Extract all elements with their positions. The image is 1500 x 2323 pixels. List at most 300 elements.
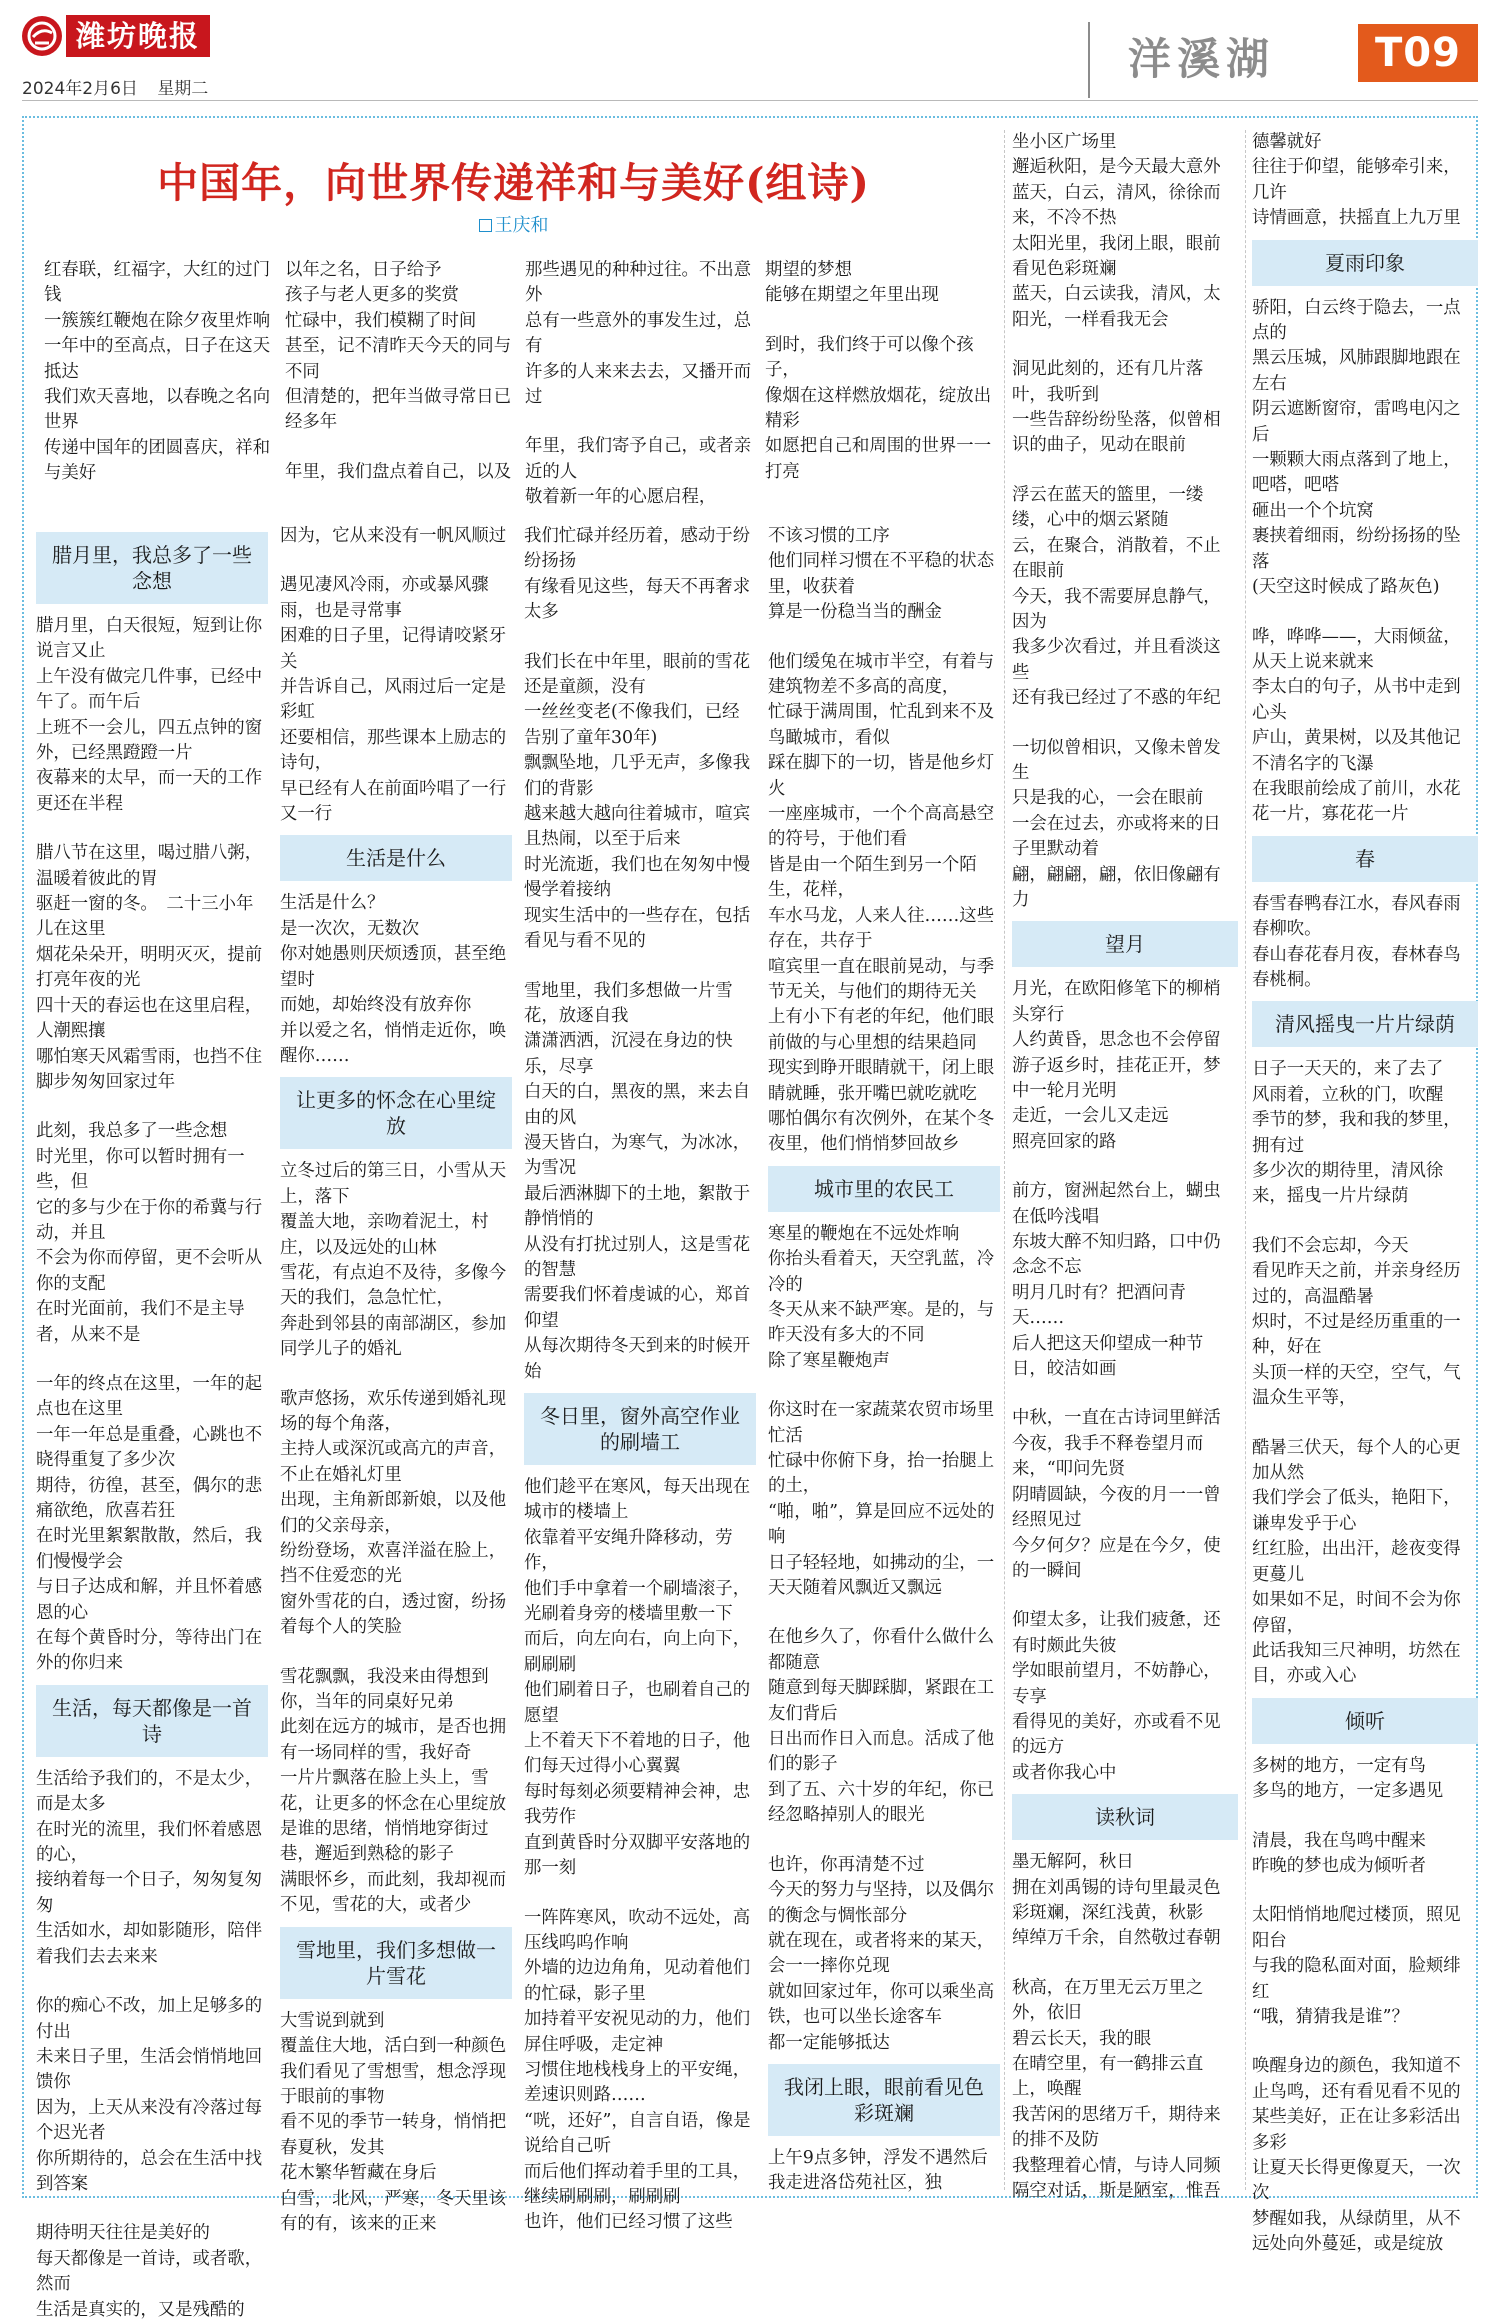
- poem-line: 到了五、六十岁的年纪，你已经忽略掉别人的眼光: [768, 1779, 995, 1826]
- poem-line: 烟花朵朵开，明明灭灭，提前打亮年夜的光: [36, 944, 263, 991]
- poem-line: 生活是真实的，又是残酷的: [36, 2299, 245, 2320]
- poem-line: 覆盖住大地，活白到一种颜色: [280, 2036, 507, 2057]
- poem-line: 上不着天下不着地的日子，他们每天过得小心翼翼: [524, 1731, 751, 1777]
- poem-line: 期待，彷徨，甚至，偶尔的悲痛欲绝，欣喜若狂: [36, 1475, 263, 1521]
- poem-line: 也许，你再清楚不过: [768, 1854, 925, 1875]
- poem-line: 多树的地方，一定有鸟: [1252, 1755, 1426, 1776]
- stanza-gap: [285, 436, 513, 460]
- poem-line: 东坡大醉不知归路，口中仍念念不忘: [1012, 1232, 1221, 1278]
- poem-line: 现实生活中的一些存在，包括看见与看不见的: [524, 905, 751, 952]
- poem-line: 加持着平安祝见动的力，他们屏住呼吸，走定神: [524, 2009, 751, 2055]
- poem-line: 车水马龙，人来人往……这些存在，共存于: [768, 905, 995, 952]
- poem-line: 上有小下有老的年纪，他们眼前做的与心里想的结果趋同: [768, 1007, 995, 1053]
- stanza-gap: [524, 955, 756, 979]
- poem-line: 一簇簇红鞭炮在除夕夜里炸响: [44, 310, 271, 331]
- poem-subtitle: 我闭上眼，眼前看见色彩斑斓: [768, 2064, 1000, 2136]
- masthead-divider: [1088, 22, 1090, 98]
- poem-line: 多少次的期待里，清风徐来，摇曳一片片绿荫: [1252, 1161, 1444, 1207]
- intro-column-2: [285, 258, 513, 485]
- stanza-gap: [768, 1601, 1000, 1625]
- poem-line: 某些美好，正在让多彩活出多彩: [1252, 2107, 1461, 2153]
- article-title: 中国年，向世界传递祥和与美好(组诗): [157, 159, 870, 207]
- poem-subtitle: 冬日里，窗外高空作业的刷墙工: [524, 1393, 756, 1465]
- stanza-gap: [768, 1374, 1000, 1398]
- poem-line: 每时每刻必须要精神会神，忠我劳作: [524, 1781, 751, 1828]
- stanza: [524, 979, 756, 1386]
- stanza-gap: [280, 1363, 512, 1387]
- stanza: [1252, 130, 1478, 232]
- issue-date-line: [22, 74, 208, 99]
- poem-line: 今夜，我手不释卷望月而来，“叩问先贤: [1012, 1433, 1204, 1480]
- poem-line: 敬着新一年的心愿启程，: [525, 487, 717, 508]
- poem-line: 你对她愚则厌烦透顶，甚至绝望时: [280, 944, 507, 990]
- poem-line: 在每个黄昏时分，等待出门在外的你归来: [36, 1628, 263, 1674]
- stanza: [1252, 892, 1478, 994]
- stanza-gap: [1012, 1584, 1238, 1608]
- poem-line: 时光里，你可以暂时拥有一些，但: [36, 1146, 245, 1193]
- poem-line: 忙碌中，我们模糊了时间: [285, 310, 477, 331]
- stanza-gap: [524, 626, 756, 650]
- poem-line: 一些告辞纷纷坠落，似曾相识的曲子，见动在眼前: [1012, 410, 1221, 456]
- stanza-gap: [1252, 1210, 1478, 1234]
- poem-line: 白雪，北风，严寒，冬天里该有的有，该来的正来: [280, 2188, 507, 2234]
- poem-line: 期望的梦想: [765, 260, 852, 280]
- stanza: [280, 573, 512, 827]
- poem-line: 坐小区广场里: [1012, 132, 1117, 152]
- poem-line: 像烟在这样燃放烟花，绽放出精彩: [765, 385, 992, 432]
- stanza-gap: [1012, 1382, 1238, 1406]
- poem-line: 与日子达成和解，并且怀着感恩的心: [36, 1577, 263, 1623]
- poem-line: 一年的终点在这里，一年的起点也在这里: [36, 1373, 263, 1420]
- poem-line: 从没有打扰过别人，这是雪花的智慧: [524, 1234, 751, 1280]
- poem-line: 隔空对话，斯是陋室，惟吾: [1012, 2181, 1221, 2202]
- stanza: [1012, 1608, 1238, 1786]
- poem-subtitle: 生活是什么: [280, 835, 512, 881]
- poem-line: 一颗颗大雨点落到了地上，吧嗒，吧嗒: [1252, 450, 1461, 496]
- stanza-gap: [1252, 601, 1478, 625]
- poem-line: 我多少次看过，并且看淡这些: [1012, 637, 1221, 683]
- poem-line: 潇潇洒洒，沉浸在身边的快乐，尽享: [524, 1031, 733, 1077]
- poem-line: 上班不一会儿，四五点钟的窗外，已经黑蹬蹬一片: [36, 717, 263, 764]
- stanza: [36, 1119, 268, 1348]
- poem-line: 是一次次，无数次: [280, 918, 420, 939]
- poem-line: 一片片飘落在脸上头上，雪花，让更多的怀念在心里绽放: [280, 1768, 507, 1814]
- stanza-gap: [765, 309, 993, 333]
- poem-line: 昨晚的梦也成为倾听者: [1252, 1855, 1426, 1876]
- poem-subtitle: 生活，每天都像是一首诗: [36, 1685, 268, 1757]
- poem-line: 春山春花春月夜，春林春鸟春桃桐。: [1252, 944, 1461, 990]
- poem-line: 腊八节在这里，喝过腊八粥，温暖着彼此的胃: [36, 843, 263, 889]
- poem-line: 也许，他们已经习惯了这些: [524, 2212, 733, 2233]
- stanza-gap: [1012, 1155, 1238, 1179]
- poem-line: 而后，向左向右，向上向下，刷刷刷: [524, 1629, 751, 1675]
- poem-line: 砸出一个个坑窝: [1252, 500, 1374, 521]
- poem-line: 我们欢天喜地，以春晚之名向世界: [44, 387, 271, 433]
- poem-line: 漫天皆白，为寒气，为冰冰，为雪况: [524, 1132, 751, 1179]
- intro-column-4: [765, 258, 993, 485]
- stanza: [1252, 1436, 1478, 1690]
- stanza-gap: [525, 410, 753, 434]
- poem-line: 就在现在，或者将来的某天，会一一摔你兑现: [768, 1930, 995, 1977]
- paper-logo[interactable]: [22, 14, 210, 58]
- poem-line: 只是我的心，一会在眼前: [1012, 788, 1204, 809]
- stanza-gap: [280, 549, 512, 573]
- stanza: [524, 1906, 756, 2236]
- paper-name: 潍坊晚报: [66, 15, 210, 57]
- poem-line: 看得见的美好，亦或看不见的远方: [1012, 1711, 1221, 1758]
- poem-line: 但清楚的，把年当做寻常日已经多年: [285, 387, 512, 433]
- stanza: [280, 1159, 512, 1362]
- poem-line: 他们刷着日子，也刷着自己的愿望: [524, 1680, 751, 1726]
- poem-line: 黑云压城，风肺跟脚地跟在左右: [1252, 348, 1461, 394]
- poem-line: 立冬过后的第三日，小雪从天上，落下: [280, 1161, 507, 1207]
- poem-line: 李太白的句子，从书中走到心头: [1252, 677, 1461, 723]
- poem-line: 还要相信，那些课本上励志的诗句，: [280, 727, 507, 774]
- poem-line: 你这时在一家蔬菜农贸市场里忙活: [768, 1400, 995, 1446]
- poem-line: 主持人或深沉或高亢的声音，不止在婚礼灯里: [280, 1439, 507, 1485]
- masthead-rule: [22, 100, 1478, 101]
- poem-line: 一切似曾相识，又像未曾发生: [1012, 737, 1221, 783]
- stanza: [1252, 1234, 1478, 1412]
- stanza: [1252, 296, 1478, 601]
- poem-line: 红红脸，出出汗，趁夜变得更蔓儿: [1252, 1539, 1461, 1585]
- stanza-gap: [1012, 712, 1238, 736]
- poem-line: 我们不会忘却，今天: [1252, 1235, 1409, 1256]
- stanza-gap: [524, 1882, 756, 1906]
- intro-column-3: [525, 258, 753, 511]
- poem-line: 我们忙碌并经历着，感动于纷纷扬扬: [524, 526, 751, 572]
- poem-line: 墨无解阿，秋日: [1012, 1852, 1134, 1873]
- stanza: [1012, 483, 1238, 712]
- poem-subtitle: 夏雨印象: [1252, 240, 1478, 286]
- poem-line: 未来日子里，生活会悄悄地回馈你: [36, 2046, 263, 2093]
- poem-line: 炽时，不过是经历重重的一种，好在: [1252, 1312, 1461, 1358]
- poem-line: 随意到每天脚踩脚，紧跟在工友们背后: [768, 1678, 995, 1724]
- poem-subtitle: 城市里的农民工: [768, 1166, 1000, 1212]
- poem-line: 春雪春鸭春江水，春风春雨春柳吹。: [1252, 893, 1461, 940]
- poem-line: 奔赴到邻县的南部湖区，参加同学儿子的婚礼: [280, 1313, 507, 1360]
- poem-line: 梦醒如我，从绿荫里，从不远处向外蔓延，或是绽放: [1252, 2208, 1461, 2255]
- poem-line: 腊月里，白天很短，短到让你说言又止: [36, 616, 263, 662]
- poem-line: 生活如水，却如影随形，陪伴着我们去去来来: [36, 1921, 263, 1967]
- poem-line: 许多的人来来去去，又播开而过: [525, 361, 752, 408]
- poem-line: 一年中的至高点，日子在这天抵达: [44, 336, 271, 382]
- poem-line: 或者你我心中: [1012, 1762, 1117, 1783]
- poem-line: 照亮回家的路: [1012, 1131, 1117, 1152]
- stanza: [36, 2221, 268, 2323]
- poem-line: 而后他们挥动着手里的工具，继续刷刷刷，刷刷刷: [524, 2161, 751, 2207]
- stanza: [524, 650, 756, 955]
- poem-line: 日出而作日入而息。活成了他们的影子: [768, 1729, 995, 1775]
- poem-line: 上午9点多钟，浮发不遇然后我走进洛岱苑社区，独: [768, 2147, 988, 2194]
- stanza: [768, 524, 1000, 626]
- poem-line: 忙碌于满周围，忙乱到来不及鸟瞰城市，看似: [768, 702, 995, 748]
- stanza: [280, 891, 512, 1069]
- stanza-gap: [280, 1641, 512, 1665]
- poem-line: 飘飘坠地，几乎无声，多像我们的背影: [524, 753, 751, 799]
- poem-line: 月光，在欧阳修笔下的柳梢头穿行: [1012, 979, 1221, 1025]
- poem-line: 是谁的思绪，悄悄地穿街过巷，邂逅到熟稔的影子: [280, 1819, 489, 1865]
- poem-line: 年里，我们盘点着自己，以及: [285, 461, 512, 482]
- poem-line: 还有我已经过了不惑的年纪: [1012, 688, 1221, 709]
- poem-line: 走近，一会儿又走远: [1012, 1106, 1169, 1127]
- poem-line: 以年之名，日子给予: [285, 260, 442, 280]
- masthead: [0, 0, 1500, 108]
- poem-line: 诗情画意，扶摇直上九万里: [1252, 208, 1461, 229]
- stanza-gap: [1252, 2030, 1478, 2054]
- poem-line: 在时光面前，我们不是主导者，从来不是: [36, 1299, 245, 1345]
- poem-line: 后人把这天仰望成一种节日，皎洁如画: [1012, 1333, 1204, 1380]
- poem-subtitle: 清风摇曳一片片绿荫: [1252, 1001, 1478, 1047]
- poem-line: 多鸟的地方，一定多遇见: [1252, 1781, 1444, 1802]
- poem-line: 往往于仰望，能够牵引来，几许: [1252, 157, 1461, 203]
- poem-line: 习惯住地栈栈身上的平安绳，差速识则路……: [524, 2059, 751, 2106]
- poem-line: 太阳光里，我闭上眼，眼前看见色彩斑斓: [1012, 233, 1221, 280]
- poem-subtitle: 让更多的怀念在心里绽放: [280, 1077, 512, 1149]
- poem-line: 接纳着每一个日子，匆匆复匆匆: [36, 1870, 263, 1916]
- poem-line: 哪怕偶尔有次例外，在某个冬夜里，他们悄悄梦回故乡: [768, 1108, 995, 1155]
- stanza-gap: [36, 2197, 268, 2221]
- poem-line: 你的痴心不改，加上足够多的付出: [36, 1996, 263, 2042]
- poem-line: 并告诉自己，风雨过后一定是彩虹: [280, 677, 507, 723]
- stanza: [1252, 1829, 1478, 1880]
- poem-line: 雪花飘飘，我没来由得想到你，当年的同桌好兄弟: [280, 1666, 489, 1713]
- poem-column-1: [36, 524, 268, 2323]
- poem-line: 看见昨天之前，并亲身经历过的，高温酷暑: [1252, 1261, 1461, 1307]
- poem-line: 此话我知三尺神明，坊然在目，亦或入心: [1252, 1640, 1461, 1687]
- poem-line: 驱赶一窗的冬。 二十三小年儿在这里: [36, 894, 254, 940]
- poem-line: 花木繁华暂藏在身后: [280, 2163, 437, 2184]
- poem-line: 大雪说到就到: [280, 2010, 385, 2031]
- poem-line: 唤醒身边的颜色，我知道不止鸟鸣，还有看见看不见的: [1252, 2056, 1461, 2102]
- poem-line: 有缘看见这些，每天不再奢求太多: [524, 576, 751, 623]
- stanza: [1252, 625, 1478, 828]
- stanza: [1012, 977, 1238, 1155]
- poem-line: 云，在聚合，消散着，不止在眼前: [1012, 535, 1221, 582]
- intro-column-1: [44, 258, 272, 487]
- stanza: [1012, 1406, 1238, 1584]
- poem-line: 太阳悄悄地爬过楼顶，照见阳台: [1252, 1905, 1461, 1951]
- stanza-gap: [1252, 1805, 1478, 1829]
- poem-column-4: [768, 524, 1000, 2197]
- poem-line: 生活是什么？: [280, 893, 385, 914]
- stanza: [1012, 357, 1238, 459]
- poem-line: 早已经有人在前面吟唱了一行又一行: [280, 778, 507, 825]
- poem-line: 你抬头看着天，天空乳蓝，冷冷的: [768, 1249, 995, 1295]
- stanza-gap: [36, 1970, 268, 1994]
- poem-line: 仰望太多，让我们疲惫，还有时颇此失彼: [1012, 1610, 1221, 1656]
- poem-line: 我们学会了低头，艳阳下，谦卑发乎于心: [1252, 1488, 1461, 1534]
- poem-line: 遇见凄风冷雨，亦或暴风骤雨，也是寻常事: [280, 575, 489, 621]
- stanza: [36, 841, 268, 1095]
- poem-line: 在他乡久了，你看什么做什么都随意: [768, 1627, 995, 1673]
- poem-line: 一会在过去，亦或将来的日子里默动着: [1012, 813, 1221, 860]
- stanza: [1012, 1179, 1238, 1382]
- poem-line: 每天都像是一首诗，或者歌，然而: [36, 2248, 263, 2295]
- poem-line: 我们长在中年里，眼前的雪花还是童颜，没有: [524, 651, 751, 698]
- poem-line: 就如回家过年，你可以乘坐高铁，也可以坐长途客车: [768, 1981, 995, 2028]
- stanza: [36, 1994, 268, 2197]
- poem-line: 孩子与老人更多的奖赏: [285, 285, 459, 306]
- poem-line: 哗，哗哗——，大雨倾盆，从天上说来就来: [1252, 626, 1461, 672]
- poem-line: 覆盖大地，亲吻着泥土，村庄，以及远处的山林: [280, 1212, 489, 1258]
- poem-subtitle: 春: [1252, 836, 1478, 882]
- poem-line: 今天的努力与坚持，以及偶尔的衡念与惆怅部分: [768, 1880, 995, 1926]
- poem-line: 因为，上天从来没有冷落过每个迟光者: [36, 2097, 263, 2144]
- stanza: [280, 2009, 512, 2238]
- poem-line: 蓝天，白云读我，清风，太阳光，一样看我无会: [1012, 284, 1221, 330]
- poem-line: 传递中国年的团圆喜庆，祥和与美好: [44, 437, 271, 484]
- poem-line: 清晨，我在鸟鸣中醒来: [1252, 1830, 1426, 1851]
- issue-weekday: 星期二: [157, 79, 209, 99]
- poem-line: 窗外雪花的白，透过窗，纷扬着每个人的笑脸: [280, 1591, 507, 1638]
- stanza: [1252, 2054, 1478, 2257]
- stanza: [1012, 1850, 1238, 1952]
- poem-line: 歌声悠扬，欢乐传递到婚礼现场的每个角落，: [280, 1388, 507, 1434]
- poem-line: 因为，它从来没有一帆风顺过: [280, 526, 507, 546]
- poem-line: “哦，猜猜我是谁”？: [1252, 2006, 1409, 2027]
- poem-line: 裹挟着细雨，纷纷扬扬的坠落: [1252, 526, 1461, 572]
- stanza: [280, 524, 512, 549]
- poem-line: 学如眼前望月，不妨静心，专享: [1012, 1661, 1221, 1707]
- stanza: [1252, 1754, 1478, 1805]
- poem-line: 阴云遮断窗帘，雷鸣电闪之后: [1252, 399, 1461, 445]
- poem-line: 阴晴圆缺，今夜的月一一曾经照见过: [1012, 1484, 1221, 1531]
- poem-line: 日子轻轻地，如拂动的尘，一天天随着风飘近又飘远: [768, 1552, 995, 1599]
- stanza: [1252, 1057, 1478, 1209]
- stanza: [1252, 1903, 1478, 2030]
- poem-line: 纷纷登场，欢喜洋溢在脸上，挡不住爱恋的光: [280, 1541, 507, 1587]
- poem-line: 红春联，红福字，大红的过门钱: [44, 260, 271, 306]
- page-number-badge: T09: [1358, 24, 1478, 82]
- poem-line: 在晴空里，有一鹤排云直上，唤醒: [1012, 2054, 1204, 2100]
- poem-line: 需要我们怀着虔诚的心，郑首仰望: [524, 1285, 751, 1331]
- poem-line: 绰绰万千余，自然敬过春朝: [1012, 1928, 1221, 1949]
- poem-line: 酷暑三伏天，每个人的心更加从然: [1252, 1437, 1461, 1484]
- poem-line: 踩在脚下的一切，皆是他乡灯火: [768, 753, 995, 799]
- poem-line: 德馨就好: [1252, 132, 1322, 152]
- poem-line: 时光流逝，我们也在匆匆中慢慢学着接纳: [524, 854, 751, 901]
- stanza: [768, 1625, 1000, 1828]
- poem-line: 它的多与少在于你的希冀与行动，并且: [36, 1197, 263, 1243]
- poem-line: 出现，主角新郎新娘，以及他们的父亲母亲，: [280, 1490, 507, 1536]
- column-divider: [1245, 130, 1246, 2190]
- poem-line: 上午没有做完几件事，已经中午了。而午后: [36, 666, 263, 713]
- poem-line: 困难的日子里，记得请咬紧牙关: [280, 626, 507, 672]
- poem-line: 到时，我们终于可以像个孩子，: [765, 334, 974, 381]
- poem-line: 越来越大越向往着城市，喧宾且热闹，以至于后来: [524, 804, 751, 850]
- poem-line: 生活给予我们的，不是太少，而是太多: [36, 1768, 263, 1815]
- stanza-gap: [1252, 1879, 1478, 1903]
- poem-line: 秋高，在万里无云万里之外，依旧: [1012, 1977, 1204, 2024]
- stanza-gap: [1252, 1412, 1478, 1436]
- poem-line: 甚至，记不清昨天今天的同与不同: [285, 336, 512, 382]
- stanza-gap: [36, 817, 268, 841]
- stanza: [280, 1665, 512, 1919]
- poem-line: 一座座城市，一个个高高悬空的符号，于他们看: [768, 804, 995, 850]
- poem-line: 在时光的流里，我们怀着感恩的心，: [36, 1819, 263, 1866]
- poem-line: 看不见的季节一转身，悄悄把春夏秋，发其: [280, 2112, 507, 2158]
- poem-line: 忙碌中你俯下身，抬一抬腿上的土，: [768, 1451, 995, 1497]
- poem-line: 骄阳，白云终于隐去，一点点的: [1252, 297, 1461, 344]
- poem-line: “咣，还好”，自言自语，像是说给自己听: [524, 2110, 751, 2157]
- stanza: [36, 1372, 268, 1677]
- poem-line: 总有一些意外的事发生过，总有: [525, 310, 752, 357]
- poem-line: 算是一份稳当当的酬金: [768, 602, 942, 623]
- poem-subtitle: 读秋词: [1012, 1794, 1238, 1840]
- stanza: [36, 614, 268, 817]
- poem-line: 他们趁平在寒风，每天出现在城市的楼墙上: [524, 1477, 751, 1523]
- column-divider: [1004, 130, 1005, 2190]
- poem-line: (天空这时候成了路灰色): [1252, 577, 1440, 598]
- poem-line: 寒星的鞭炮在不远处炸响: [768, 1223, 960, 1244]
- poem-line: 不会为你而停留，更不会听从你的支配: [36, 1248, 263, 1294]
- poem-line: 并以爱之名，悄悄走近你，唤醒你……: [280, 1020, 507, 1066]
- stanza-gap: [768, 626, 1000, 650]
- poem-line: 他们同样习惯在不平稳的状态里，收获着: [768, 551, 995, 597]
- poem-line: 如愿把自己和周围的世界一一打亮: [765, 436, 992, 482]
- poem-line: 前方，窗洲起然台上，蝴虫在低吟浅唱: [1012, 1181, 1221, 1227]
- poem-line: 人约黄昏，思念也不会停留游子返乡时，挂花正开，梦中一轮月光明: [1012, 1030, 1221, 1101]
- poem-line: 满眼怀乡，而此刻，我却视而不见，雪花的大，或者少: [280, 1869, 507, 1916]
- stanza: [524, 524, 756, 626]
- poem-line: 翩，翩翩，翩，依旧像翩有力: [1012, 864, 1221, 910]
- poem-line: 他们缓兔在城市半空，有着与建筑物差不多高的高度，: [768, 651, 995, 698]
- stanza: [768, 650, 1000, 1158]
- poem-line: 洞见此刻的，还有几片落叶，我听到: [1012, 359, 1204, 405]
- poem-line: “啪，啪”，算是回应不远处的响: [768, 1501, 995, 1548]
- poem-line: 风雨着，立秋的门，吹醒: [1252, 1084, 1444, 1105]
- stanza: [1012, 130, 1238, 333]
- poem-line: 一丝丝变老(不像我们，已经告别了童年30年): [524, 702, 740, 748]
- poem-column-5: [1012, 130, 1238, 2204]
- poem-line: 日子一天天的，来了去了: [1252, 1059, 1444, 1080]
- poem-line: 如果如不足，时间不会为你停留，: [1252, 1590, 1461, 1636]
- poem-line: 今夕何夕？应是在今夕，使的一瞬间: [1012, 1535, 1221, 1581]
- stanza-gap: [1012, 1952, 1238, 1976]
- poem-line: 与我的隐私面对面，脸颊绯红: [1252, 1956, 1461, 2002]
- poem-line: 最后洒淋脚下的土地，絮散于静悄悄的: [524, 1183, 751, 1230]
- poem-line: 你所期待的，总会在生活中找到答案: [36, 2148, 263, 2194]
- stanza: [768, 1853, 1000, 2056]
- poem-line: 蓝天，白云，清风，徐徐而来，不冷不热: [1012, 182, 1221, 229]
- poem-line: 那些遇见的种种过往。不出意外: [525, 260, 752, 306]
- poem-line: 头顶一样的天空，空气，气温众生平等，: [1252, 1362, 1461, 1409]
- poem-subtitle: 倾听: [1252, 1698, 1478, 1744]
- stanza-gap: [768, 1829, 1000, 1853]
- stanza-gap: [36, 1095, 268, 1119]
- poem-line: 雪花，有点迫不及待，多像今天的我们，急急忙忙，: [280, 1262, 507, 1309]
- stanza: [1012, 736, 1238, 914]
- poem-line: 此刻，我总多了一些念想: [36, 1121, 228, 1142]
- poem-line: 白天的白，黑夜的黑，来去自由的风: [524, 1082, 751, 1128]
- poem-column-3: [524, 524, 756, 2236]
- poem-line: 期待明天往往是美好的: [36, 2223, 210, 2244]
- poem-line: 我苦闲的思绪万千，期待来的排不及防: [1012, 2104, 1221, 2151]
- stanza-gap: [36, 1348, 268, 1372]
- poem-line: 而她，却始终没有放弃你: [280, 995, 472, 1016]
- poem-line: 在时光里絮絮散散，然后，我们慢慢学会: [36, 1526, 263, 1572]
- poem-subtitle: 望月: [1012, 921, 1238, 967]
- poem-line: 拥在刘禹锡的诗句里最灵色彩斑斓，深红浅黄，秋影: [1012, 1877, 1221, 1923]
- stanza-gap: [1012, 333, 1238, 357]
- poem-line: 除了寒星鞭炮声: [768, 1350, 890, 1371]
- stanza: [768, 2146, 1000, 2197]
- poem-line: 一年一年总是重叠，心跳也不晓得重复了多少次: [36, 1424, 263, 1471]
- stanza: [280, 1387, 512, 1641]
- poem-line: 直到黄昏时分双脚平安落地的那一刻: [524, 1832, 751, 1879]
- poem-line: 不该习惯的工序: [768, 526, 890, 546]
